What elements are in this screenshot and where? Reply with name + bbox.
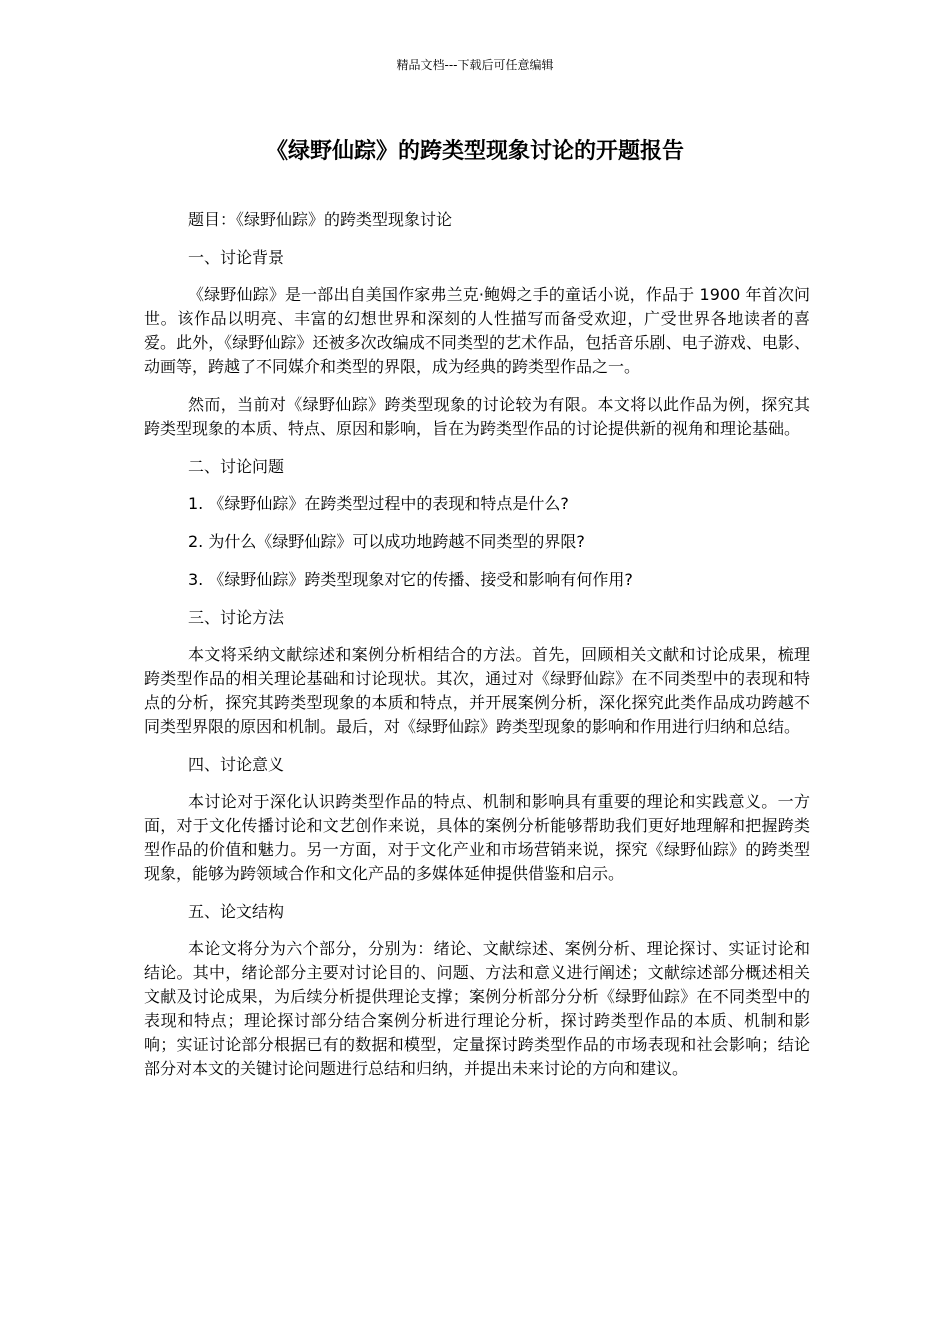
section-heading-questions: 二、讨论问题 bbox=[188, 457, 285, 476]
document-body bbox=[144, 208, 810, 1095]
question-item-3: 3. 《绿野仙踪》跨类型现象对它的传播、接受和影响有何作用? bbox=[188, 570, 633, 589]
question-item-1: 1. 《绿野仙踪》在跨类型过程中的表现和特点是什么? bbox=[188, 494, 569, 513]
section-heading-significance: 四、讨论意义 bbox=[188, 755, 285, 774]
method-paragraph: 本文将采纳文献综述和案例分析相结合的方法。首先，回顾相关文献和讨论成果，梳理跨类型作品的相关理论基础和讨论现状。其次，通过对《绿野仙踪》在不同类型中的表现和特点的分析，探究其跨类型现象的本质和特点，并开展案例分析，深化探究此类作品成功跨越不同类型界限的原因和机制。最后，对《绿野仙踪》跨类型现象的影响和作用进行归纳和总结。 bbox=[144, 645, 810, 736]
topic-line: 题目：《绿野仙踪》的跨类型现象讨论 bbox=[188, 210, 453, 229]
page-header-note: 精品文档---下载后可任意编辑 bbox=[396, 58, 554, 72]
background-paragraph-1: 《绿野仙踪》是一部出自美国作家弗兰克·鲍姆之手的童话小说，作品于 1900 年首次问世。该作品以明亮、丰富的幻想世界和深刻的人性描写而备受欢迎，广受世界各地读者的喜爱。此外，《绿野仙踪》还被多次改编成不同类型的艺术作品，包括音乐剧、电子游戏、电影、动画等，跨越了不同媒介和类型的界限，成为经典的跨类型作品之一。 bbox=[144, 285, 810, 376]
background-paragraph-2: 然而，当前对《绿野仙踪》跨类型现象的讨论较为有限。本文将以此作品为例，探究其跨类型现象的本质、特点、原因和影响，旨在为跨类型作品的讨论提供新的视角和理论基础。 bbox=[144, 395, 810, 438]
question-item-2: 2. 为什么《绿野仙踪》可以成功地跨越不同类型的界限? bbox=[188, 532, 585, 551]
section-heading-method: 三、讨论方法 bbox=[188, 608, 285, 627]
section-heading-structure: 五、论文结构 bbox=[188, 902, 285, 921]
section-heading-background: 一、讨论背景 bbox=[188, 248, 285, 267]
significance-paragraph: 本讨论对于深化认识跨类型作品的特点、机制和影响具有重要的理论和实践意义。一方面，对于文化传播讨论和文艺创作来说，具体的案例分析能够帮助我们更好地理解和把握跨类型作品的价值和魅力。另一方面，对于文化产业和市场营销来说，探究《绿野仙踪》的跨类型现象，能够为跨领域合作和文化产品的多媒体延伸提供借鉴和启示。 bbox=[144, 792, 810, 883]
document-title: 《绿野仙踪》的跨类型现象讨论的开题报告 bbox=[265, 139, 684, 164]
structure-paragraph: 本论文将分为六个部分，分别为：绪论、文献综述、案例分析、理论探讨、实证讨论和结论。其中，绪论部分主要对讨论目的、问题、方法和意义进行阐述；文献综述部分概述相关文献及讨论成果，为后续分析提供理论支撑；案例分析部分分析《绿野仙踪》在不同类型中的表现和特点；理论探讨部分结合案例分析进行理论分析，探讨跨类型作品的本质、机制和影响；实证讨论部分根据已有的数据和模型，定量探讨跨类型作品的市场表现和社会影响；结论部分对本文的关键讨论问题进行总结和归纳，并提出未来讨论的方向和建议。 bbox=[144, 939, 810, 1078]
